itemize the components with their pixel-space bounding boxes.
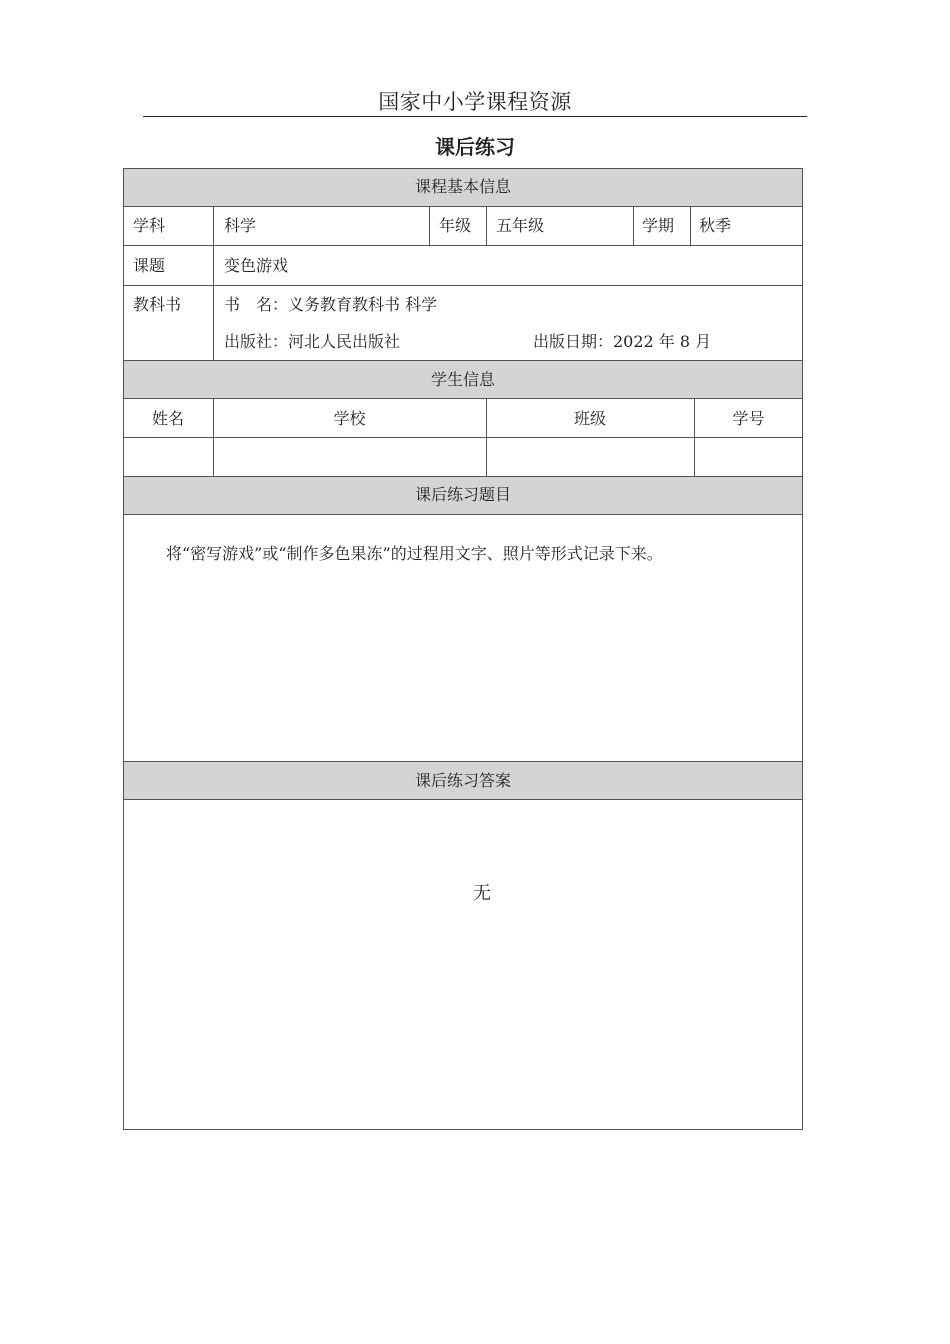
- subject-label: 学科: [133, 216, 166, 235]
- header-divider: [143, 116, 807, 117]
- class-column-header: 班级: [573, 409, 606, 428]
- student-id-column-header: 学号: [732, 409, 765, 428]
- exercise-title: 课后练习题目: [414, 485, 511, 504]
- term-value: 秋季: [699, 216, 732, 235]
- student-info-title: 学生信息: [430, 370, 495, 389]
- grade-value: 五年级: [496, 216, 545, 235]
- topic-label: 课题: [133, 256, 166, 275]
- publisher: 出版社：河北人民出版社: [224, 332, 401, 351]
- term-label: 学期: [642, 216, 675, 235]
- school-cell[interactable]: [214, 438, 485, 475]
- header-title: 国家中小学课程资源: [378, 90, 572, 114]
- document-title: 课后练习: [435, 135, 515, 159]
- name-cell[interactable]: [124, 438, 212, 475]
- name-column-header: 姓名: [151, 409, 184, 428]
- school-column-header: 学校: [333, 409, 366, 428]
- exercise-question: 将“密写游戏”或“制作多色果冻”的过程用文字、照片等形式记录下来。: [166, 544, 663, 563]
- answer-title: 课后练习答案: [414, 771, 511, 790]
- subject-value: 科学: [224, 216, 257, 235]
- student-id-cell[interactable]: [695, 438, 802, 475]
- book-name: 书 名：义务教育教科书 科学: [224, 295, 438, 314]
- topic-value: 变色游戏: [224, 256, 289, 275]
- publication-date: 出版日期：2022 年 8 月: [533, 332, 712, 351]
- answer-content: 无: [473, 883, 491, 904]
- textbook-label: 教科书: [133, 295, 182, 314]
- grade-label: 年级: [439, 216, 472, 235]
- basic-info-title: 课程基本信息: [414, 177, 511, 196]
- class-cell[interactable]: [487, 438, 693, 475]
